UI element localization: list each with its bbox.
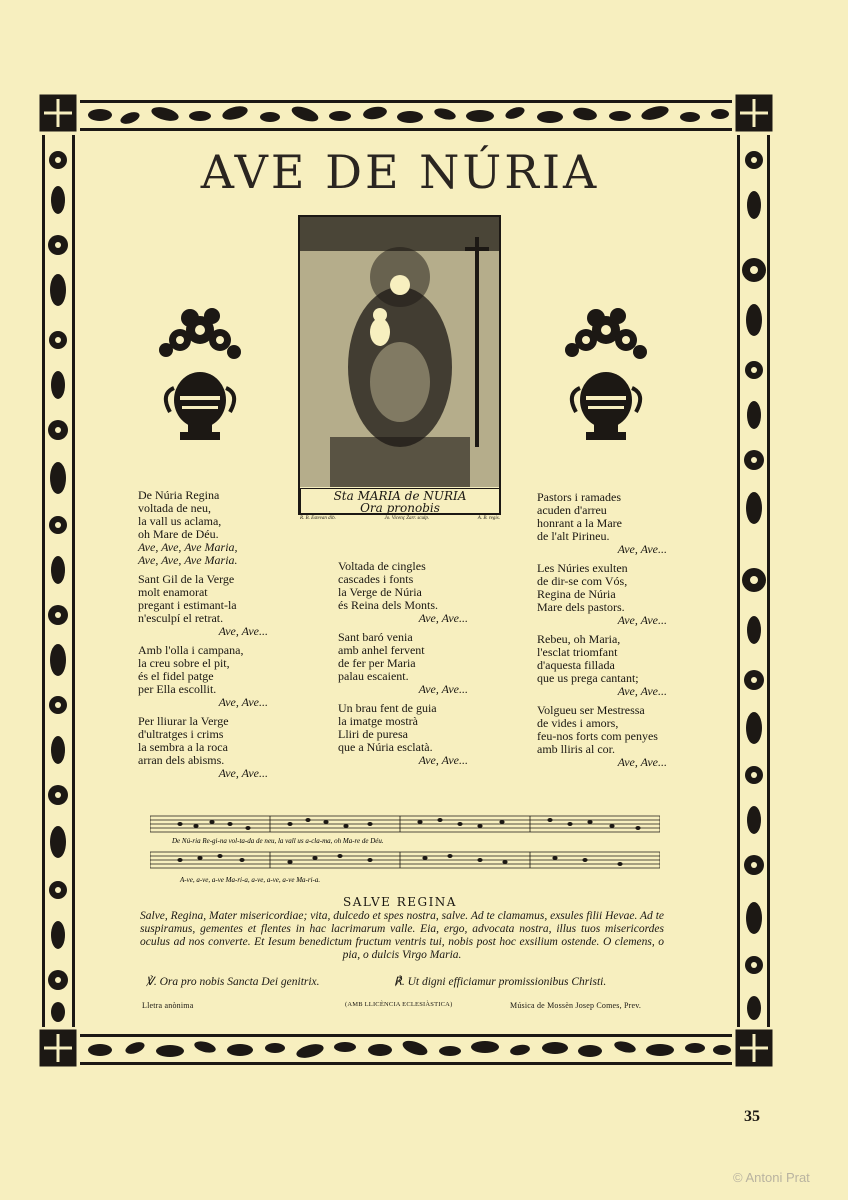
- engraving-caption: [300, 488, 500, 514]
- refrain-line: Ave, Ave...: [418, 753, 468, 767]
- stanza: [537, 491, 667, 556]
- refrain-line: Ave, Ave...: [418, 682, 468, 696]
- verse-line: de vides i amors,: [537, 716, 619, 730]
- verse-line: amb anhel fervent: [338, 643, 425, 657]
- verse-line: de dir-se com Vós,: [537, 574, 628, 588]
- flower-vase-left-image: [152, 300, 248, 450]
- versicle: ℣. Ora pro nobis Sancta Dei genitrix.: [146, 976, 320, 988]
- stanza: [338, 631, 468, 696]
- response: ℟. Ut digni efficiamur promissionibus Christi.: [394, 976, 607, 988]
- engraving-credit: R. B. Estevan dib.: [300, 516, 336, 521]
- verse-line: Volgueu ser Mestressa: [537, 703, 645, 717]
- stanza: [138, 489, 268, 567]
- stanza: [138, 573, 268, 638]
- refrain-line: Ave, Ave, Ave Maria,: [138, 540, 238, 554]
- engraving-credit: Jo. Vicenç Zarr. sculp.: [384, 516, 430, 521]
- music-score: [150, 812, 660, 887]
- refrain-line: Ave, Ave...: [617, 755, 667, 769]
- verse-line: la creu sobre el pit,: [138, 656, 230, 670]
- page-title: AVE DE NÚRIA: [200, 145, 600, 199]
- refrain-line: Ave, Ave...: [218, 766, 268, 780]
- verse-line: Regina de Núria: [537, 587, 616, 601]
- verse-line: cascades i fonts: [338, 572, 414, 586]
- verse-line: Les Núries exulten: [537, 561, 628, 575]
- salve-heading: SALVE REGINA: [343, 895, 457, 909]
- hymn-column-3: [537, 491, 667, 775]
- verse-line: acuden d'arreu: [537, 503, 607, 517]
- salve-text: Salve, Regina, Mater misericordiae; vita, dulcedo et spes nostra, salve. Ad te clamamus, exsules filii Hevae. Ad te suspiramus, gementes et flentes in hac lacrimarum valle. Eia, ergo, advocata nostra, illus tuos misericordes oculus ad nos converte. Et Iesum benedictum fructum ventris tui, nobis post hoc exsilium ostende. O clemens, o pia, o dulcis Virgo Maria.: [140, 910, 664, 961]
- music-lyrics-line2: A-ve, a-ve, a-ve Ma-ri-a, a-ve, a-ve, a-ve Ma-ri-a.: [180, 876, 321, 884]
- verse-line: molt enamorat: [138, 585, 208, 599]
- verse-line: Voltada de cingles: [338, 559, 426, 573]
- verse-line: Amb l'olla i campana,: [138, 643, 244, 657]
- lyrics-credit: Lletra anònima: [142, 1001, 194, 1010]
- virgin-and-child-image: [300, 217, 499, 487]
- verse-line: Pastors i ramades: [537, 490, 621, 504]
- page-number: 35: [744, 1108, 760, 1125]
- verse-line: d'aquesta fillada: [537, 658, 615, 672]
- verse-line: que us prega cantant;: [537, 671, 639, 685]
- hymn-column-1: [138, 489, 268, 786]
- caption-subtitle: Ora pronobis: [360, 501, 440, 515]
- stanza: [138, 715, 268, 780]
- verse-line: la sembra a la roca: [138, 740, 228, 754]
- verse-line: la Verge de Núria: [338, 585, 422, 599]
- stanza: [537, 704, 667, 769]
- verse-line: Mare dels pastors.: [537, 600, 625, 614]
- stanza: [138, 644, 268, 709]
- verse-line: Rebeu, oh Maria,: [537, 632, 621, 646]
- verse-line: és Reina dels Monts.: [338, 598, 438, 612]
- license-credit: (AMB LLICÈNCIA ECLESIÀSTICA): [345, 1001, 453, 1008]
- refrain-line: Ave, Ave...: [617, 684, 667, 698]
- refrain-line: Ave, Ave...: [617, 542, 667, 556]
- verse-line: arran dels abisms.: [138, 753, 225, 767]
- verse-line: Lliri de puresa: [338, 727, 408, 741]
- engraving-credits: [300, 516, 500, 521]
- stanza: [537, 562, 667, 627]
- verse-line: Sant baró venia: [338, 630, 413, 644]
- music-lyrics-line1: De Nú-ria Re-gi-na vol-ta-da de neu, la vall us a-cla-ma, oh Ma-re de Déu.: [172, 837, 384, 845]
- refrain-line: Ave, Ave...: [617, 613, 667, 627]
- stanza: [338, 560, 468, 625]
- stanza: [537, 633, 667, 698]
- refrain-line: Ave, Ave...: [418, 611, 468, 625]
- verse-line: que a Núria esclatà.: [338, 740, 433, 754]
- verse-line: l'esclat triomfant: [537, 645, 618, 659]
- verse-line: la vall us aclama,: [138, 514, 222, 528]
- hymn-column-2: [338, 560, 468, 773]
- verse-line: de fer per Maria: [338, 656, 416, 670]
- music-credit: Música de Mossèn Josep Comes, Prev.: [510, 1001, 642, 1010]
- verse-line: és el fidel patge: [138, 669, 214, 683]
- verse-line: n'esculpí el retrat.: [138, 611, 224, 625]
- verse-line: per Ella escollit.: [138, 682, 217, 696]
- stanza: [338, 702, 468, 767]
- verse-line: amb lliris al cor.: [537, 742, 615, 756]
- verse-line: honrant a la Mare: [537, 516, 622, 530]
- verse-line: Sant Gil de la Verge: [138, 572, 235, 586]
- verse-line: De Núria Regina: [138, 488, 220, 502]
- verse-line: de l'alt Pirineu.: [537, 529, 610, 543]
- verse-line: palau escaient.: [338, 669, 409, 683]
- verse-line: d'ultratges i crims: [138, 727, 224, 741]
- watermark: © Antoni Prat: [733, 1170, 810, 1185]
- verse-line: oh Mare de Déu.: [138, 527, 219, 541]
- caption-title: Sta MARIA de NURIA: [333, 489, 467, 503]
- refrain-line: Ave, Ave, Ave Maria.: [138, 553, 238, 567]
- virgin-engraving: [298, 215, 501, 515]
- verse-line: Un brau fent de guia: [338, 701, 437, 715]
- engraving-credit: A. B. regis.: [477, 516, 500, 521]
- refrain-line: Ave, Ave...: [218, 695, 268, 709]
- verse-line: la imatge mostrà: [338, 714, 418, 728]
- refrain-line: Ave, Ave...: [218, 624, 268, 638]
- verse-line: feu-nos forts com penyes: [537, 729, 658, 743]
- verse-line: pregant i estimant-la: [138, 598, 237, 612]
- verse-line: Per lliurar la Verge: [138, 714, 229, 728]
- flower-vase-right-image: [558, 300, 654, 450]
- verse-line: voltada de neu,: [138, 501, 211, 515]
